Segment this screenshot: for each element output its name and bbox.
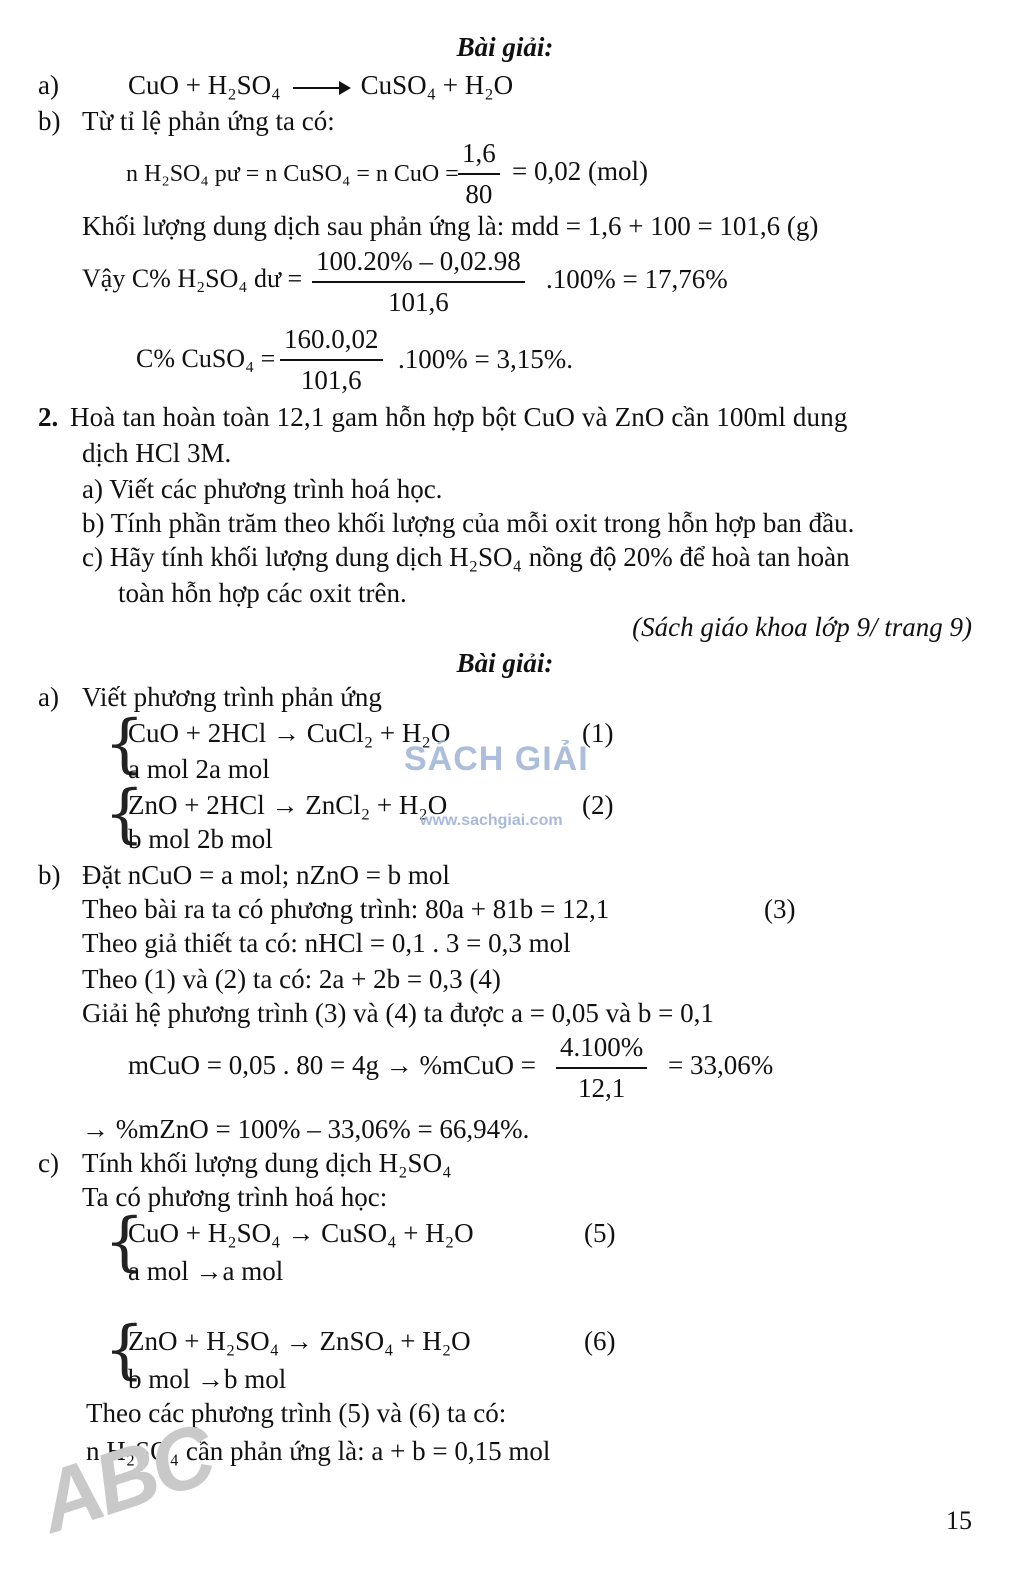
reaction-1-number: (1) bbox=[582, 718, 614, 748]
c-percent-cuso4-fraction bbox=[280, 326, 383, 394]
c-percent-cuso4-den: 101,6 bbox=[300, 365, 362, 395]
reaction-right: CuSO₄ + H₂O bbox=[360, 70, 514, 100]
system-brace-6: { bbox=[104, 1313, 145, 1387]
reaction-5-number: (5) bbox=[584, 1218, 616, 1248]
c-percent-h2so4-fraction bbox=[312, 248, 525, 316]
sol-a-label: a) bbox=[38, 682, 59, 712]
reaction-5: CuO + H₂SO₄ → CuSO₄ + H₂O bbox=[128, 1218, 474, 1248]
c-percent-h2so4-num: 100.20% – 0,02.98 bbox=[312, 248, 525, 283]
arrow-icon bbox=[293, 87, 349, 89]
sol-c-label: c) bbox=[38, 1148, 59, 1178]
system-brace-2: { bbox=[104, 777, 145, 851]
mole-equation-left: n H₂SO₄ pư = n CuSO₄ = n CuO = bbox=[126, 161, 459, 187]
solution-heading-1: Bài giải: bbox=[456, 32, 554, 62]
sol-b-line-3: Theo giả thiết ta có: nHCl = 0,1 . 3 = 0,3 mol bbox=[82, 928, 571, 958]
sol-b-line-4: Theo (1) và (2) ta có: 2a + 2b = 0,3 (4) bbox=[82, 964, 501, 994]
problem-2-number: 2. bbox=[38, 402, 59, 432]
equation-3-number: (3) bbox=[764, 894, 796, 924]
mass-cuo-fraction bbox=[556, 1034, 647, 1102]
percent-zno-line: → %mZnO = 100% – 33,06% = 66,94%. bbox=[82, 1114, 530, 1144]
problem-2-question-c-line-2: toàn hỗn hợp các oxit trên. bbox=[118, 578, 407, 608]
c-percent-cuso4-right: .100% = 3,15%. bbox=[398, 344, 573, 374]
reaction-1-moles: a mol 2a mol bbox=[128, 754, 270, 784]
reaction-equation bbox=[128, 72, 513, 99]
mole-fraction bbox=[458, 140, 500, 208]
sol-c-line-2: Ta có phương trình hoá học: bbox=[82, 1182, 388, 1212]
page-number: 15 bbox=[946, 1506, 972, 1535]
part-b-text: Từ tỉ lệ phản ứng ta có: bbox=[82, 106, 335, 136]
sol-c-line-3: Theo các phương trình (5) và (6) ta có: bbox=[86, 1398, 507, 1428]
mole-fraction-num: 1,6 bbox=[458, 140, 500, 175]
sol-b-line-5: Giải hệ phương trình (3) và (4) ta được a = 0,05 và b = 0,1 bbox=[82, 998, 714, 1028]
problem-2-source: (Sách giáo khoa lớp 9/ trang 9) bbox=[632, 612, 972, 642]
system-brace-5: { bbox=[104, 1205, 145, 1279]
solution-mass-line: Khối lượng dung dịch sau phản ứng là: mdd = 1,6 + 100 = 101,6 (g) bbox=[82, 211, 819, 241]
sol-b-line-1: Đặt nCuO = a mol; nZnO = b mol bbox=[82, 860, 450, 890]
reaction-2-number: (2) bbox=[582, 790, 614, 820]
problem-2-line-1: Hoà tan hoàn toàn 12,1 gam hỗn hợp bột CuO và ZnO cần 100ml dung bbox=[70, 402, 848, 432]
mass-cuo-den: 12,1 bbox=[578, 1073, 626, 1103]
watermark-brand: SÁCH GIẢI bbox=[404, 740, 589, 778]
mole-equation-right: = 0,02 (mol) bbox=[512, 156, 648, 186]
reaction-1: CuO + 2HCl → CuCl₂ + H₂O bbox=[128, 718, 451, 748]
reaction-5-moles: a mol →a mol bbox=[128, 1256, 284, 1286]
reaction-2-moles: b mol 2b mol bbox=[128, 824, 273, 854]
problem-2-line-2: dịch HCl 3M. bbox=[82, 438, 232, 468]
part-b-label: b) bbox=[38, 106, 61, 136]
reaction-6: ZnO + H₂SO₄ → ZnSO₄ + H₂O bbox=[128, 1326, 471, 1356]
reaction-2: ZnO + 2HCl → ZnCl₂ + H₂O bbox=[128, 790, 448, 820]
c-percent-cuso4-left: C% CuSO₄ = bbox=[136, 344, 276, 373]
mass-cuo-left: mCuO = 0,05 . 80 = 4g → %mCuO = bbox=[128, 1050, 536, 1080]
reaction-6-number: (6) bbox=[584, 1326, 616, 1356]
c-percent-h2so4-right: .100% = 17,76% bbox=[546, 264, 728, 294]
solution-heading-2: Bài giải: bbox=[456, 648, 554, 678]
publisher-logo: ABC bbox=[27, 1406, 223, 1552]
mass-cuo-right: = 33,06% bbox=[668, 1050, 774, 1080]
reaction-6-moles: b mol →b mol bbox=[128, 1364, 287, 1394]
c-percent-h2so4-den: 101,6 bbox=[388, 287, 449, 317]
part-a-label: a) bbox=[38, 70, 59, 100]
sol-b-line-2: Theo bài ra ta có phương trình: 80a + 81b = 12,1 bbox=[82, 894, 610, 924]
watermark-url: www.sachgiai.com bbox=[420, 812, 563, 829]
c-percent-cuso4-num: 160.0,02 bbox=[280, 326, 383, 361]
problem-2-question-a: a) Viết các phương trình hoá học. bbox=[82, 474, 443, 504]
c-percent-h2so4-left: Vậy C% H₂SO₄ dư = bbox=[82, 264, 303, 293]
problem-2-question-b: b) Tính phần trăm theo khối lượng của mỗi oxit trong hỗn hợp ban đầu. bbox=[82, 508, 855, 538]
reaction-left: CuO + H₂SO₄ bbox=[128, 70, 281, 100]
sol-c-line-4: n H₂SO₄ cần phản ứng là: a + b = 0,15 mol bbox=[86, 1436, 551, 1466]
sol-c-line-1: Tính khối lượng dung dịch H₂SO₄ bbox=[82, 1148, 452, 1178]
mass-cuo-num: 4.100% bbox=[556, 1034, 647, 1069]
system-brace-1: { bbox=[104, 707, 145, 781]
mole-fraction-den: 80 bbox=[465, 179, 493, 209]
sol-a-text: Viết phương trình phản ứng bbox=[82, 682, 382, 712]
sol-b-label: b) bbox=[38, 860, 61, 890]
problem-2-question-c-line-1: c) Hãy tính khối lượng dung dịch H₂SO₄ nồng độ 20% để hoà tan hoàn bbox=[82, 542, 850, 572]
